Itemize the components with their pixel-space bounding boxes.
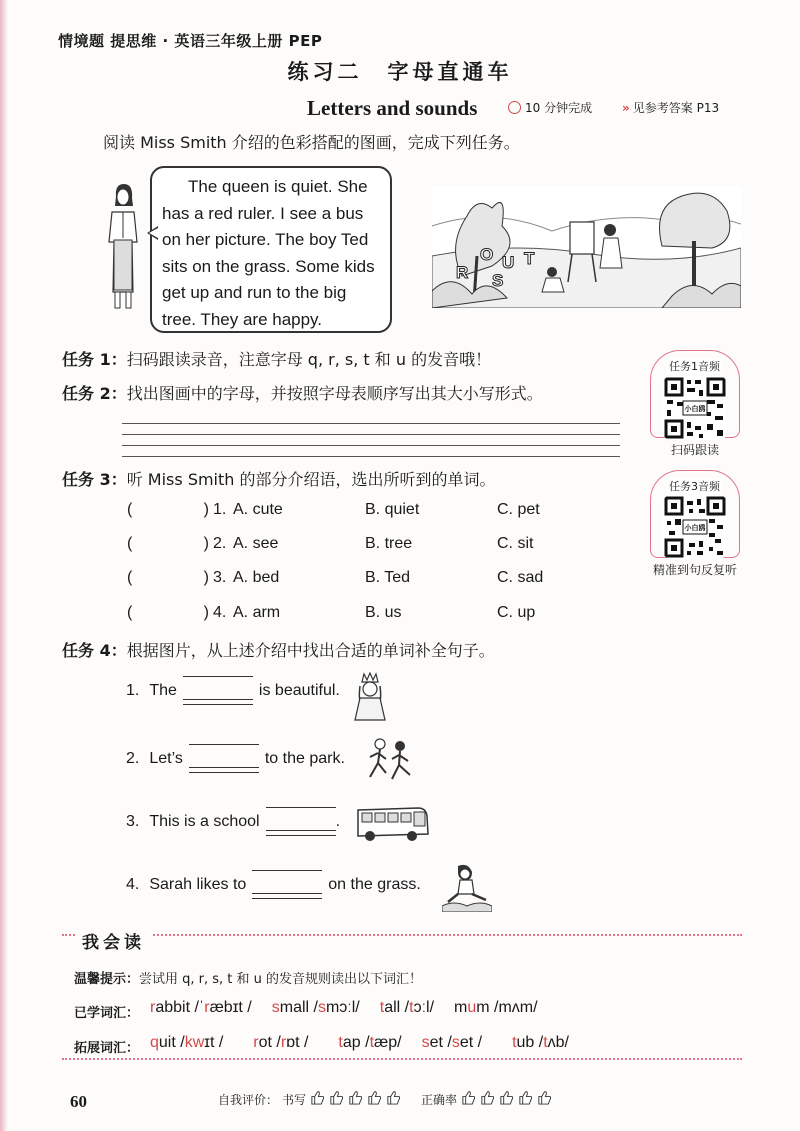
vocab-word [253,1034,308,1056]
vocab-part: mɔːl/ [325,999,360,1016]
vocab-word [422,1034,482,1056]
task-4 [62,638,495,661]
girl-sitting-icon [442,862,492,912]
vocab-highlight: r [280,1034,287,1051]
vocab-part: m /mʌm/ [476,999,538,1016]
task-label: 任务 1： [62,350,127,369]
choice-row [127,604,629,622]
task-3 [62,467,496,490]
answer-note-text: 见参考答案 P13 [632,101,720,115]
vocab-highlight: t [369,1034,375,1051]
vocab-part: ap / [342,1034,370,1051]
page-subtitle: Letters and sounds [307,96,478,120]
page-title: 练习二 字母直通车 [287,60,513,84]
vocab-highlight: t [409,999,414,1016]
question-number: 2. [213,535,227,552]
writing-label: 书写 [282,1092,307,1107]
scene-letter: S [492,271,504,290]
reading-tip [74,968,422,987]
bubble-line: has a red ruler. I see a bus [162,203,364,223]
option-a: A. see [233,535,279,552]
vocab-word [272,999,360,1021]
task-text: 找出图画中的字母，并按照字母表顺序写出其大小写形式。 [126,384,543,403]
task-2 [62,381,543,404]
option-c: C. pet [497,501,540,518]
answer-blank[interactable] [266,813,336,831]
task-label: 任务 4： [62,641,127,660]
paren-right: ) [203,535,209,552]
vocab-highlight: t [543,1034,548,1051]
thumbs-up-icon[interactable] [537,1090,552,1105]
qr-caption: 扫码跟读 [670,443,719,457]
paren-left: ( [127,569,133,586]
answer-parentheses[interactable] [127,501,213,519]
vocab-highlight: s [451,1034,460,1051]
task-1 [62,347,491,370]
read-title-char: 读 [124,933,145,953]
writing-rating[interactable] [310,1090,405,1108]
vocab-part: et / [459,1034,483,1051]
paren-left: ( [127,535,133,552]
answer-blank[interactable] [252,876,322,894]
vocab-part: et / [429,1034,452,1051]
qr-center-label: 小白鸥 [684,405,706,413]
tip-label: 温馨提示： [74,972,140,987]
task-text: 扫码跟读录音，注意字母 q, r, s, t 和 u 的发音哦！ [126,350,492,369]
vocab-highlight: s [271,999,280,1016]
vocab-highlight: r [150,999,156,1016]
vocab-part: ɔːl/ [413,999,435,1016]
sentence-after: is beautiful. [258,682,340,699]
fill-sentence [126,876,421,894]
qr-code-icon[interactable] [663,376,727,440]
writing-line[interactable] [122,435,620,446]
answer-note [622,99,719,116]
sentence-before: This is a school [149,813,260,830]
vocab-part: æbɪt / [209,999,252,1016]
extended-label: 拓展词汇： [74,1041,140,1056]
task-text: 根据图片，从上述介绍中找出合适的单词补全句子。 [126,641,495,660]
option-c: C. up [497,604,536,621]
writing-line[interactable] [122,424,620,435]
sentence-before: Let’s [149,750,183,767]
option-a: A. arm [233,604,281,621]
thumbs-up-icon[interactable] [386,1090,401,1105]
sentence-number: 3. [126,813,140,830]
vocab-word [454,999,538,1021]
double-chevron-icon: » [622,101,630,115]
option-b: B. Ted [365,569,411,586]
option-b: B. tree [365,535,413,552]
accuracy-label: 正确率 [421,1092,458,1107]
answer-parentheses[interactable] [127,569,213,587]
scene-letter: T [524,249,535,268]
thumbs-up-icon[interactable] [310,1090,325,1105]
fill-sentence [126,750,345,768]
thumbs-up-icon[interactable] [348,1090,363,1105]
paren-right: ) [203,604,209,621]
learned-label: 已学词汇： [74,1006,140,1021]
thumbs-up-icon[interactable] [461,1090,476,1105]
learned-vocab-row [74,999,558,1021]
extended-vocab-row [74,1034,569,1056]
option-c: C. sit [497,535,534,552]
vocab-part: m [454,999,468,1016]
thumbs-up-icon[interactable] [518,1090,533,1105]
vocab-highlight: s [317,999,326,1016]
thumbs-up-icon[interactable] [329,1090,344,1105]
question-number: 4. [213,604,227,621]
vocab-word [338,1034,401,1056]
time-note [508,99,592,116]
bubble-line: on her picture. The boy Ted [162,230,369,249]
read-title-char: 我 [82,933,103,953]
vocab-highlight: t [512,1034,517,1051]
vocab-highlight: r [204,999,210,1016]
sentence-after: to the park. [264,750,345,767]
page-edge-decoration [0,0,8,1131]
accuracy-rating[interactable] [461,1090,556,1108]
reading-intro: 阅读 Miss Smith 介绍的色彩搭配的图画，完成下列任务。 [103,133,520,152]
self-evaluation [218,1090,556,1108]
vocab-highlight: q [150,1034,159,1051]
queen-icon [352,672,388,722]
fill-sentence [126,813,340,831]
vocab-part: abbit /ˈ [155,999,205,1016]
sentence-after: . [335,813,341,830]
question-number: 3. [213,569,227,586]
option-a: A. bed [233,569,280,586]
bubble-line: sits on the grass. Some kids [162,256,375,276]
option-c: C. sad [497,569,544,586]
scene-letter: R [456,263,469,282]
answer-parentheses[interactable] [127,604,213,622]
qr-caption: 精准到句反复听 [652,563,737,577]
vocab-part: ot / [258,1034,281,1051]
vocab-part: ɒt / [286,1034,309,1051]
sentence-before: The [149,682,177,699]
page-number: 60 [70,1092,87,1111]
book-header: 情境题 提思维 · 英语三年级上册 PEP [58,32,323,50]
vocab-part: uit / [158,1034,185,1051]
bubble-line: tree. They are happy. [162,309,323,329]
answer-blank[interactable] [183,682,253,700]
choice-row [127,535,629,553]
writing-line[interactable] [122,413,620,424]
time-note-text: 10 分钟完成 [525,101,593,115]
thumbs-up-icon[interactable] [367,1090,382,1105]
teacher-icon [102,182,144,312]
scene-letter: O [480,245,494,264]
answer-parentheses[interactable] [127,535,213,553]
thumbs-up-icon[interactable] [499,1090,514,1105]
read-title-char: 会 [103,933,124,953]
clock-icon [508,101,521,114]
vocab-word [380,999,434,1021]
choice-row [127,501,629,519]
paren-right: ) [203,501,209,518]
writing-line[interactable] [122,446,620,457]
vocab-highlight: t [338,1034,343,1051]
sentence-number: 1. [126,682,140,699]
fill-sentence [126,682,340,700]
option-a: A. cute [233,501,283,518]
qr-title: 任务3音频 [666,478,723,494]
kids-running-icon [366,737,416,783]
vocab-part: æp/ [374,1034,402,1051]
vocab-part: all / [384,999,410,1016]
speech-bubble [150,166,392,333]
qr-title: 任务1音频 [666,358,723,374]
question-number: 1. [213,501,227,518]
choice-row [127,569,629,587]
thumbs-up-icon[interactable] [480,1090,495,1105]
self-eval-label: 自我评价： [218,1092,279,1107]
sentence-after: on the grass. [328,876,421,893]
task-label: 任务 3： [62,470,127,489]
scene-letter: U [502,253,515,272]
task-text: 听 Miss Smith 的部分介绍语，选出所听到的单词。 [126,470,496,489]
vocab-word [512,1034,569,1056]
reading-section-title [76,928,151,953]
sentence-number: 2. [126,750,140,767]
vocab-part: ɪt / [204,1034,224,1051]
qr-center-label: 小白鸥 [684,524,706,532]
task-label: 任务 2： [62,384,127,403]
paren-left: ( [127,604,133,621]
vocab-part: ʌb/ [547,1034,569,1051]
vocab-part: mall / [279,999,318,1016]
option-b: B. us [365,604,402,621]
vocab-word [150,999,252,1021]
vocab-highlight: r [253,1034,259,1051]
answer-blank[interactable] [189,750,259,768]
vocab-highlight: kw [184,1034,205,1051]
writing-lines[interactable] [122,413,620,457]
park-scene-illustration [432,186,741,308]
vocab-part: ub / [516,1034,544,1051]
sentence-before: Sarah likes to [149,876,247,893]
vocab-highlight: u [467,999,477,1016]
sentence-number: 4. [126,876,140,893]
option-b: B. quiet [365,501,420,518]
vocab-word [150,1034,223,1056]
paren-left: ( [127,501,133,518]
qr-code-icon[interactable] [663,495,727,559]
paren-right: ) [203,569,209,586]
vocab-highlight: s [421,1034,430,1051]
bubble-line: The queen is quiet. She [188,177,368,196]
bus-icon [354,804,430,844]
bubble-line: get up and run to the big [162,283,347,302]
vocab-highlight: t [379,999,385,1016]
tip-text: 尝试用 q, r, s, t 和 u 的发音规则读出以下词汇！ [139,972,423,987]
